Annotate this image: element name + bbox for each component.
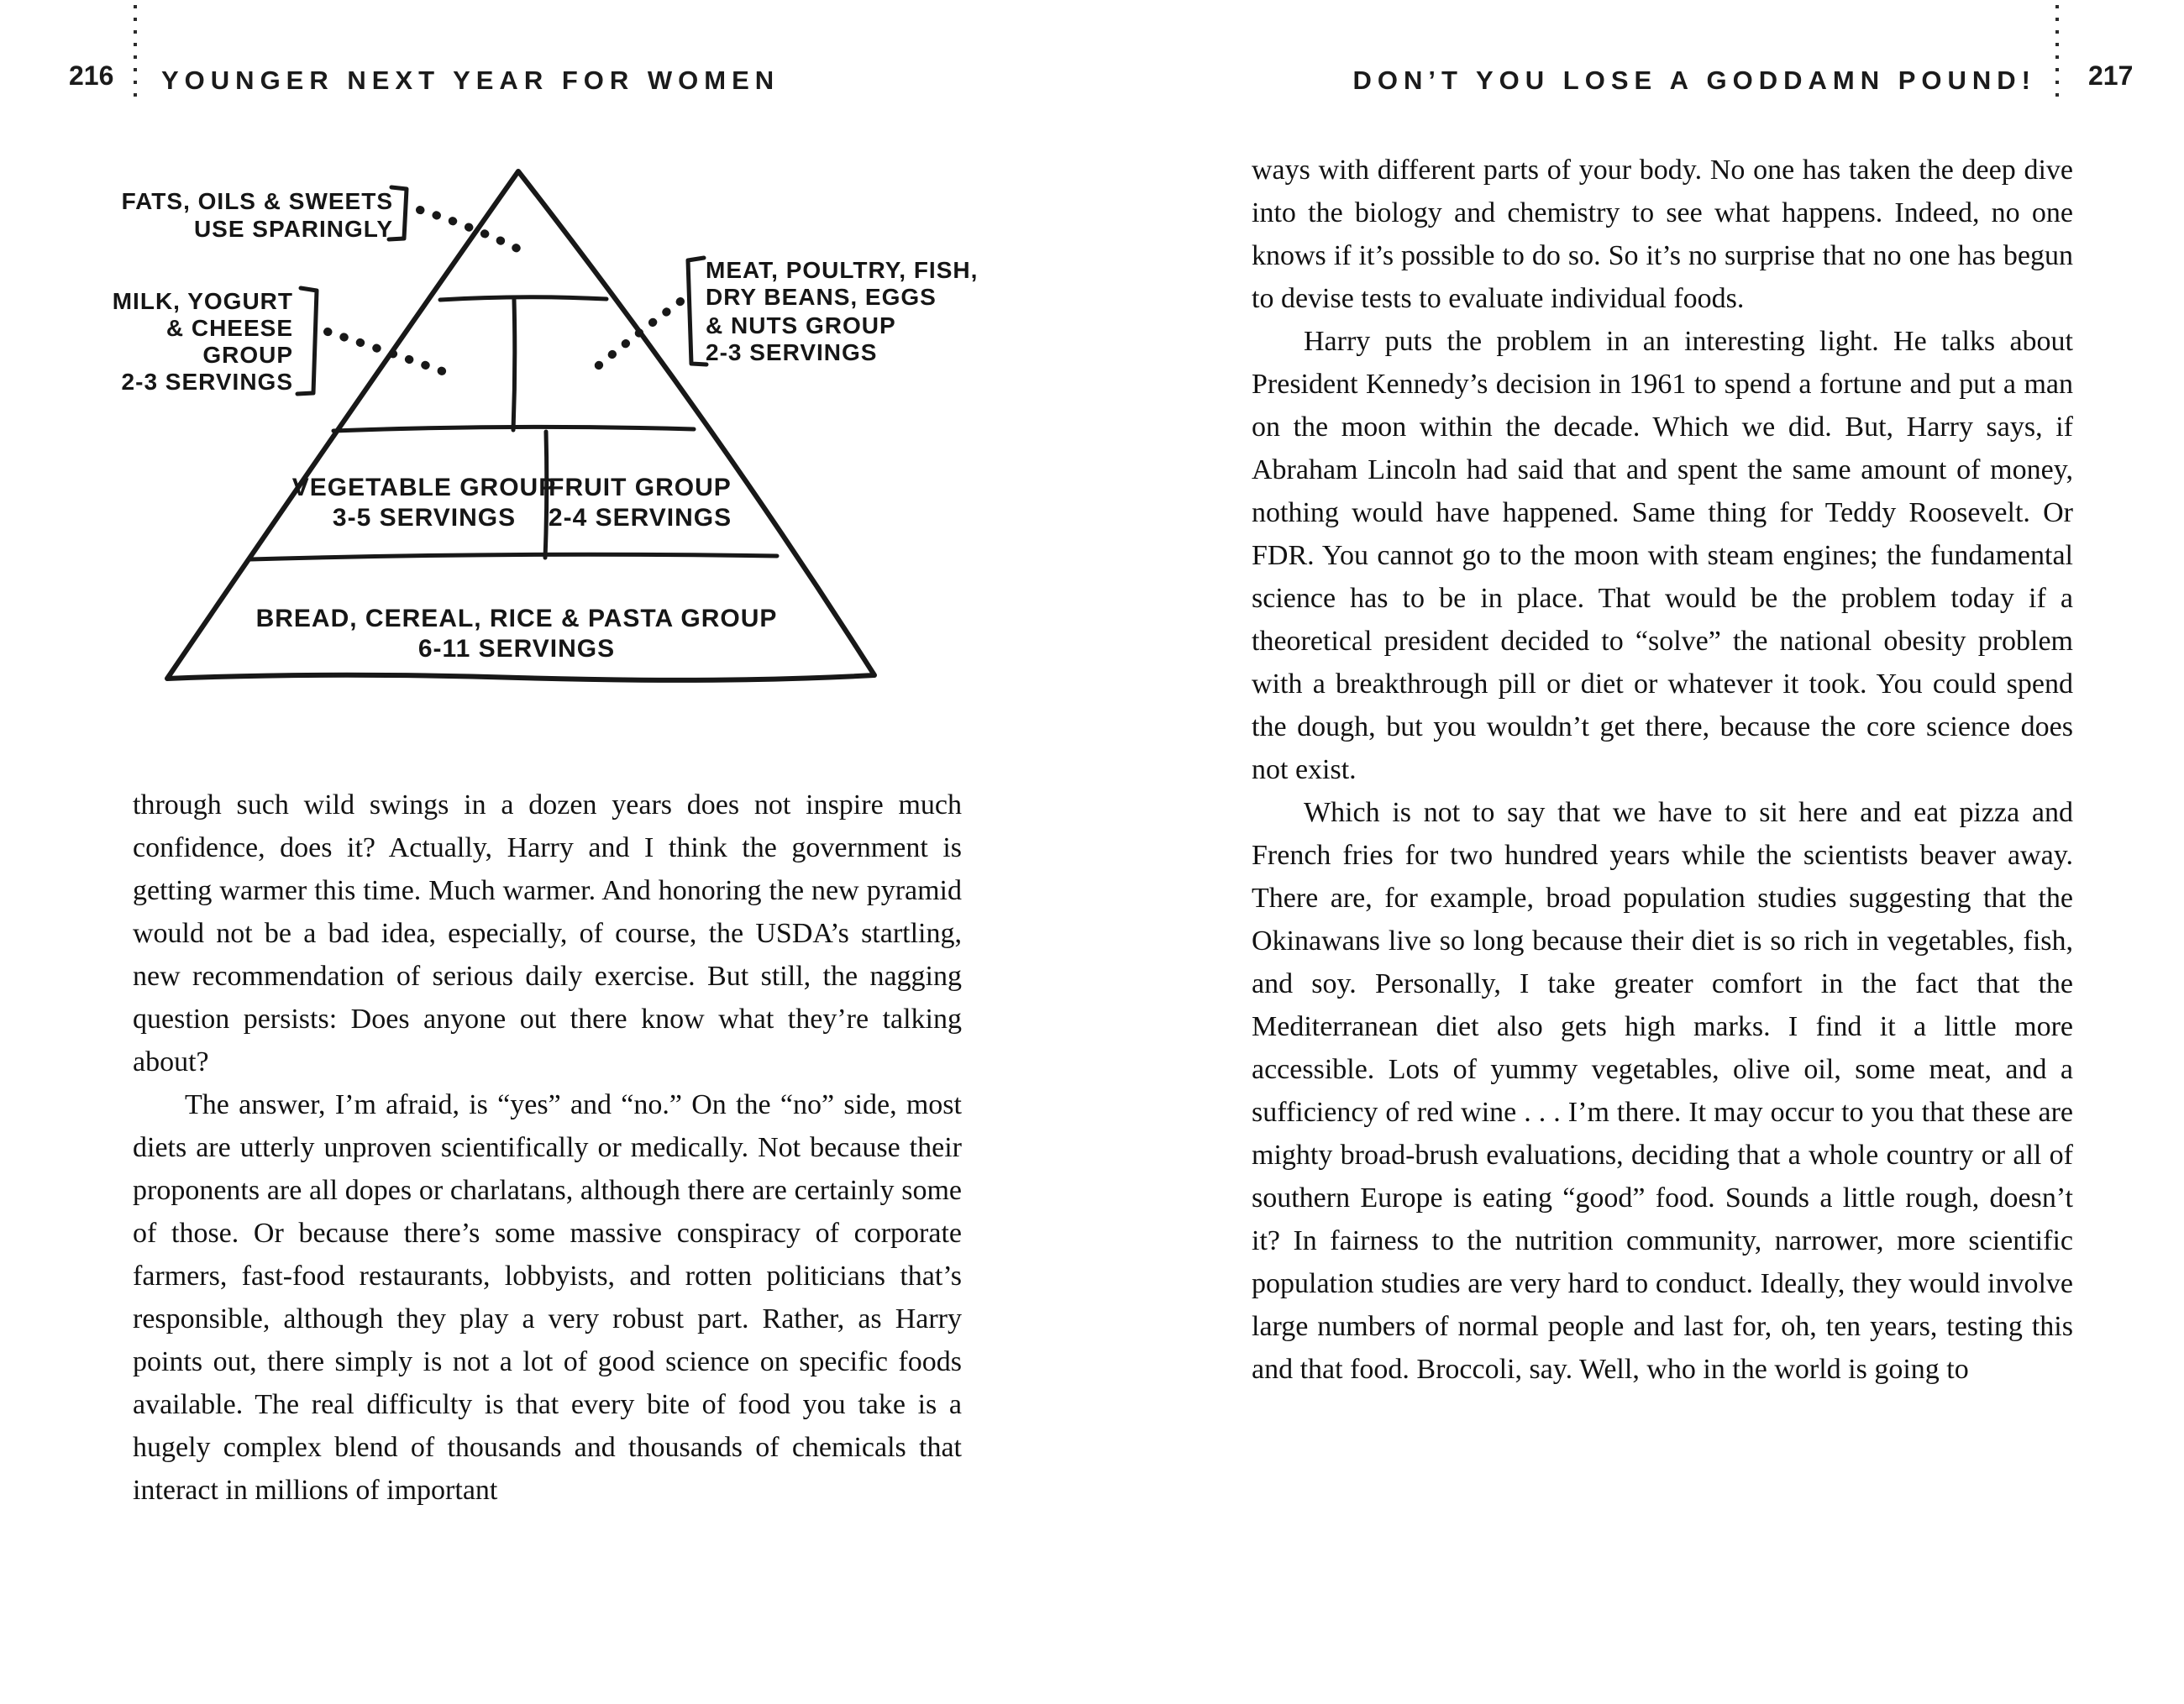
paragraph: Harry puts the problem in an interesting light. He talks about President Kennedy’s decision in 1961 to spend a fortune and put a man on the moon within the decade. Which we did. But, Harry says, if Abraham Lincoln had said that and spent the same amount of money, nothing would have happened. Same thing for Teddy Roosevelt. Or FDR. You cannot go to the moon with steam engines; the fundamental science has to be in place. That would be the problem today if a theoretical president decided to “solve” the national obesity problem with a breakthrough pill or diet or whatever it took. You could spend the dough, but you wouldn’t get there, because the core science does not exist. — [1252, 326, 2073, 785]
meat-label-line3: & NUTS GROUP — [706, 312, 896, 338]
milk-leader-dots — [328, 332, 447, 373]
fruit-label-line1: FRUIT GROUP — [549, 474, 732, 501]
right-page-number: 217 — [2088, 60, 2134, 91]
paragraph: ways with different parts of your body. No one has taken the deep dive into the biology and chemistry to see what happens. Indeed, no one knows if it’s possible to do so. So it’s no surprise that no one has begun to devise tests to evaluate individual foods. — [1252, 155, 2073, 314]
milk-label-line2: & CHEESE — [165, 315, 293, 341]
meat-label-line2: DRY BEANS, EGGS — [706, 284, 937, 310]
milk-bracket — [297, 288, 317, 394]
food-pyramid-diagram — [84, 84, 1008, 756]
milk-label-line3: GROUP — [202, 342, 293, 368]
vegetable-label-line2: 3-5 SERVINGS — [332, 504, 517, 532]
milk-label-line1: MILK, YOGURT — [112, 288, 293, 314]
left-running-header: YOUNGER NEXT YEAR FOR WOMEN — [161, 66, 780, 95]
meat-label-line4: 2-3 SERVINGS — [706, 339, 878, 365]
meat-label-line1: MEAT, POULTRY, FISH, — [706, 257, 979, 283]
left-page-number: 216 — [69, 60, 114, 91]
bread-label-line1: BREAD, CEREAL, RICE & PASTA GROUP — [255, 605, 778, 632]
meat-bracket — [688, 258, 706, 364]
tier2-divider — [513, 300, 515, 430]
right-page-text — [1252, 149, 2073, 1391]
right-running-header: DON’T YOU LOSE A GODDAMN POUND! — [1352, 66, 2036, 95]
tier1-line — [440, 297, 606, 300]
bread-label-line2: 6-11 SERVINGS — [417, 635, 616, 663]
fats-label-line2: USE SPARINGLY — [193, 216, 393, 242]
fats-label-line1: FATS, OILS & SWEETS — [121, 188, 393, 214]
milk-label-line4: 2-3 SERVINGS — [121, 369, 293, 395]
meat-leader-dots — [590, 301, 680, 373]
vegetable-label-line1: VEGETABLE GROUP — [291, 474, 557, 501]
paragraph: Which is not to say that we have to sit here and eat pizza and French fries for two hundred years while the scientists beaver away. There are, for example, broad population studies suggesting that the Okinawans live so long because their diet is so rich in vegetables, fish, and soy. Personally, I take greater comfort in the fact that the Mediterranean diet also gets high marks. I find it a little more accessible. Lots of yummy vegetables, olive oil, some meat, and a sufficiency of red wine . . . I’m there. It may occur to you that these are mighty broad-brush evaluations, deciding that a whole country or all of southern Europe is eating “good” food. Sounds a little rough, doesn’t it? In fairness to the nutrition community, narrower, more scientific population studies are very hard to conduct. Ideally, they would involve large numbers of normal people and last for, oh, ten years, testing this and that food. Broccoli, say. Well, who in the world is going to — [1252, 797, 2073, 1385]
left-page-text — [133, 784, 962, 1512]
paragraph: The answer, I’m afraid, is “yes” and “no.” On the “no” side, most diets are utterly unproven scientifically or medically. Not because their proponents are all dopes or charlatans, although there are certainly some of those. Or because there’s some massive conspiracy of corporate farmers, fast-food restaurants, lobbyists, and rotten politicians that’s responsible, although they play a very robust part. Rather, as Harry points out, there simply is not a lot of good science on specific foods available. The real difficulty is that every bite of food you take is a hugely complex blend of thousands and thousands of chemicals that interact in millions of important — [133, 1089, 962, 1506]
paragraph: through such wild swings in a dozen years does not inspire much confidence, does it? Actually, Harry and I think the government is getting warmer this time. Much warmer. And honoring the new pyramid would not be a bad idea, especially, of course, the USDA’s startling, new recommendation of serious daily exercise. But still, the nagging question persists: Does anyone out there know what they’re talking about? — [133, 789, 962, 1077]
right-dotted-rule — [2055, 5, 2059, 101]
tier3-line — [250, 554, 777, 559]
fruit-label-line2: 2-4 SERVINGS — [548, 504, 732, 532]
